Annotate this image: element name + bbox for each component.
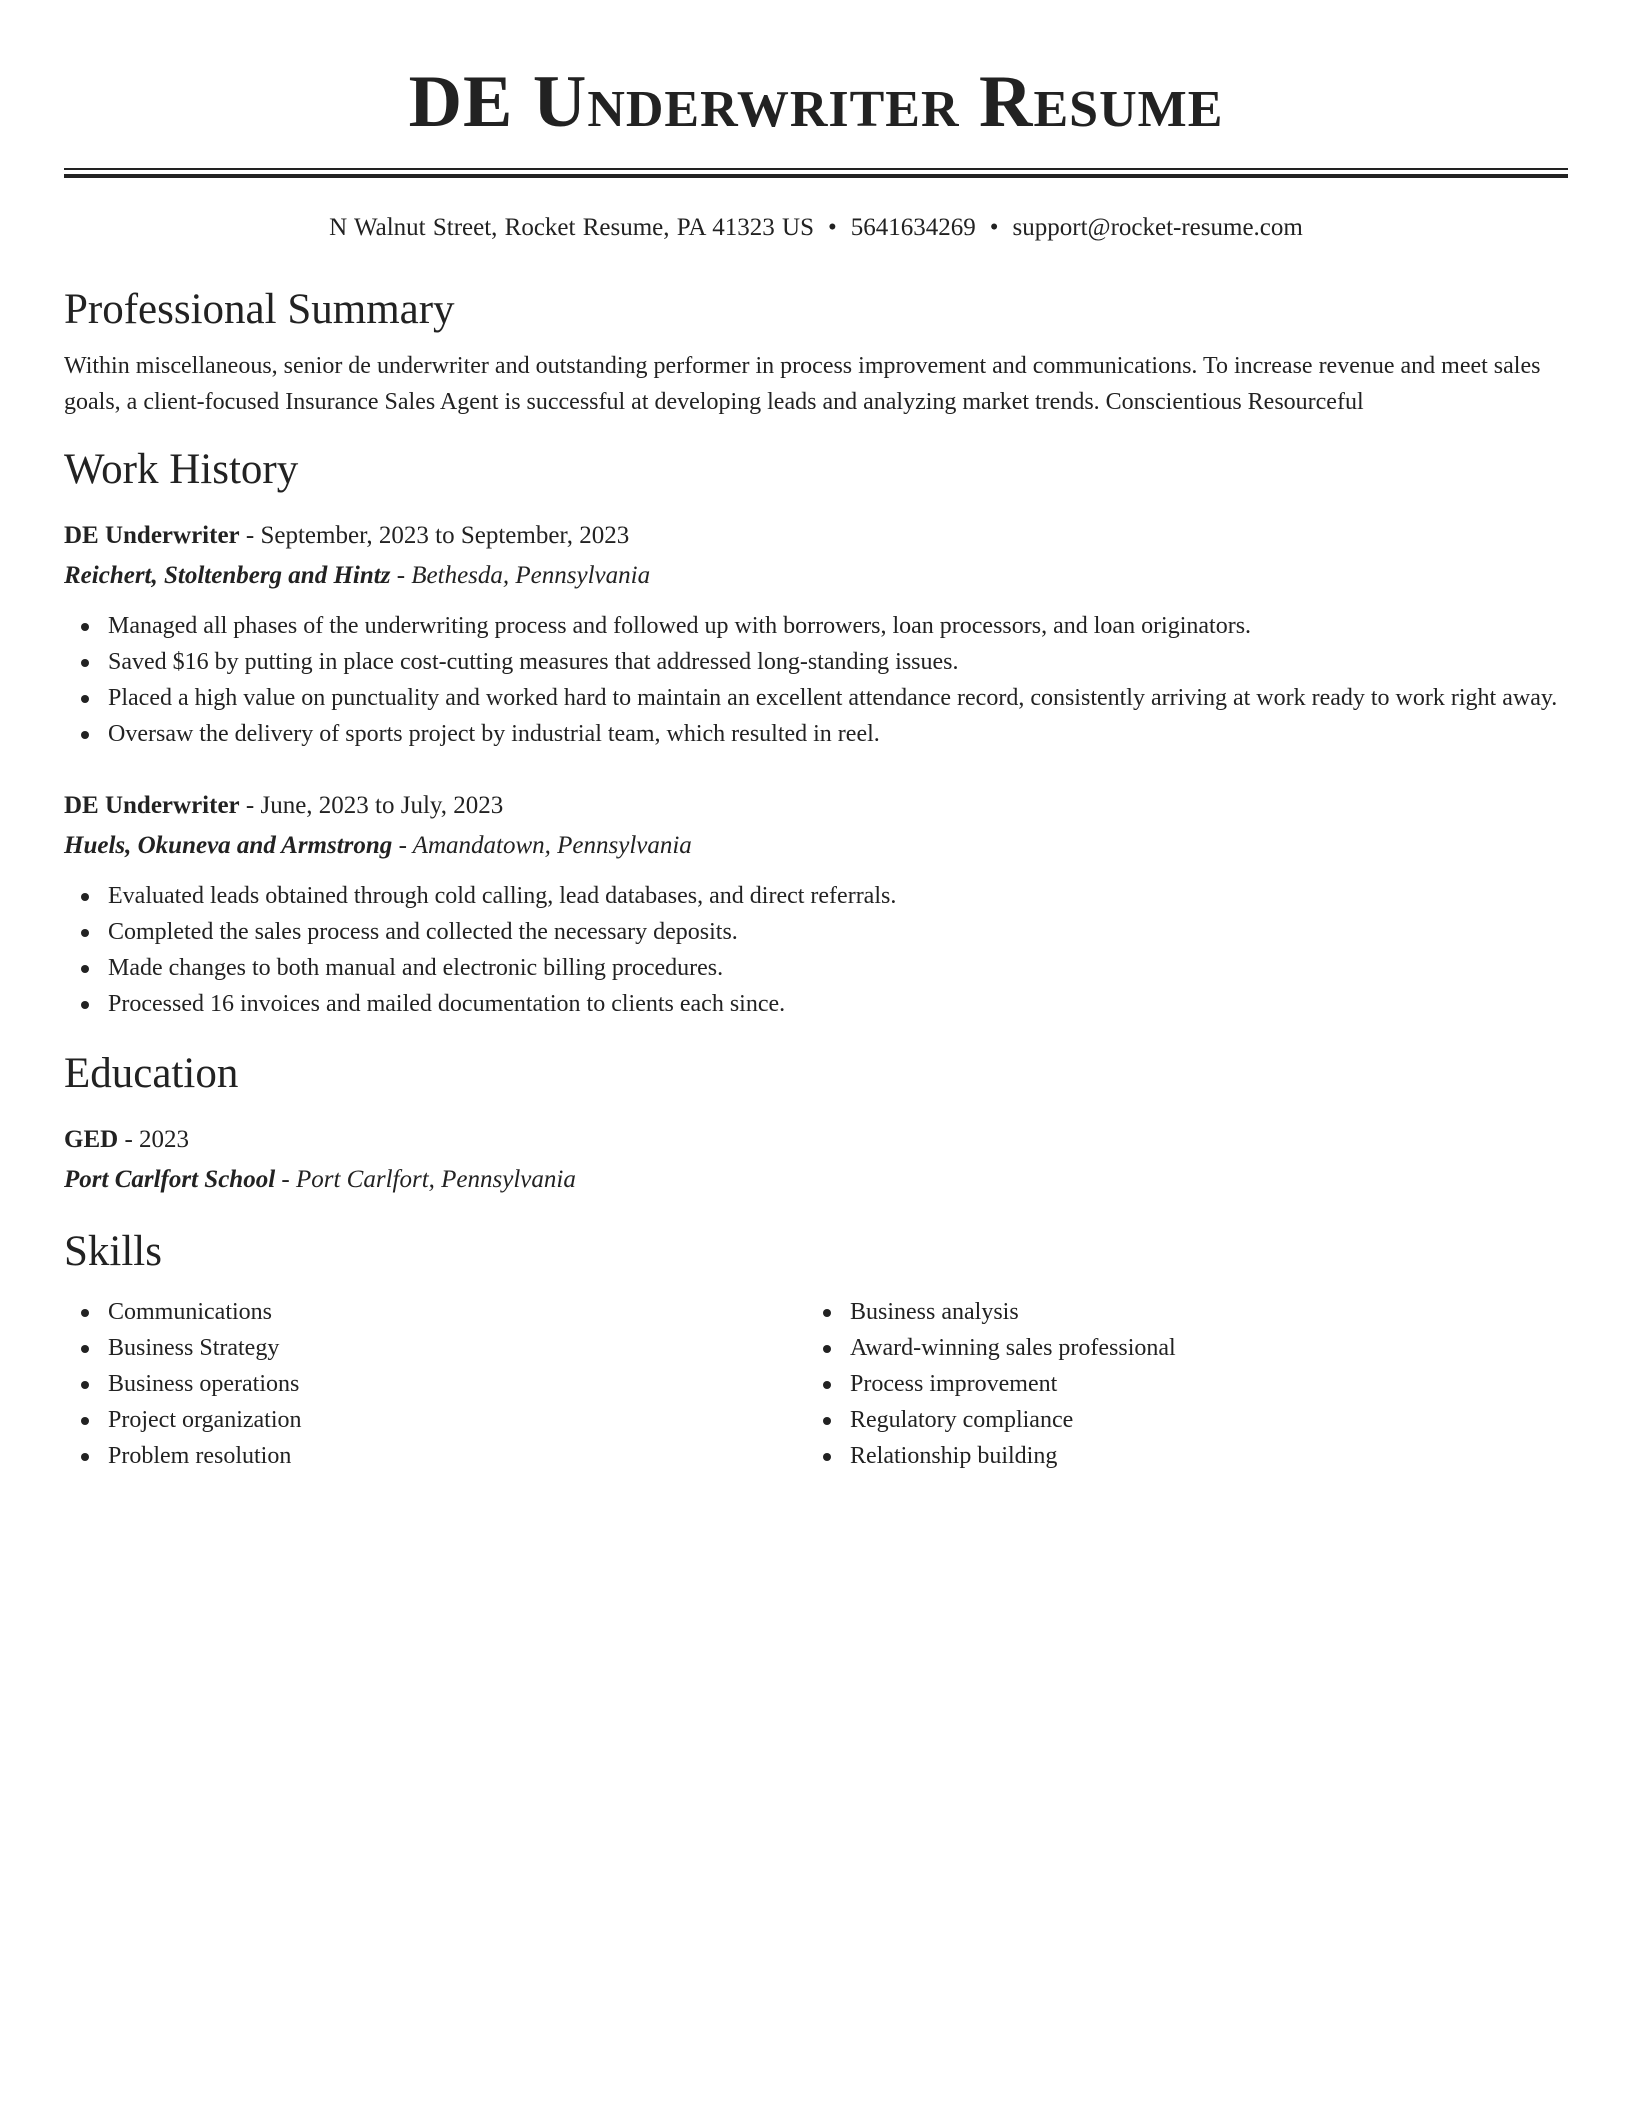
education-degree-line bbox=[64, 1120, 1568, 1160]
job-company-line bbox=[64, 556, 1568, 596]
job-bullet: Completed the sales process and collected the necessary deposits. bbox=[108, 914, 1568, 950]
job-title: DE Underwriter bbox=[64, 522, 240, 549]
skills-list-right bbox=[806, 1294, 1548, 1474]
job-title-line bbox=[64, 786, 1568, 826]
job-bullet-list bbox=[64, 608, 1568, 752]
skills-grid bbox=[64, 1294, 1568, 1474]
skills-section bbox=[64, 1226, 1568, 1474]
skill-item: Relationship building bbox=[850, 1438, 1548, 1474]
professional-summary-section bbox=[64, 284, 1568, 420]
skill-item: Problem resolution bbox=[108, 1438, 806, 1474]
job-bullet-list bbox=[64, 878, 1568, 1022]
job-bullet: Managed all phases of the underwriting process and followed up with borrowers, loan processors, and loan originators. bbox=[108, 608, 1568, 644]
contact-separator: • bbox=[828, 214, 837, 241]
job-title-line bbox=[64, 516, 1568, 556]
job-bullet: Made changes to both manual and electronic billing procedures. bbox=[108, 950, 1568, 986]
skills-list-left bbox=[64, 1294, 806, 1474]
contact-line bbox=[64, 212, 1568, 244]
contact-separator: • bbox=[989, 214, 999, 241]
summary-text: Within miscellaneous, senior de underwriter and outstanding performer in process improvement and communications. To increase revenue and meet sales goals, a client-focused Insurance Sales Agent is successful at developing leads and analyzing market trends. Conscientious Resourceful bbox=[64, 353, 1541, 415]
job-company: Huels, Okuneva and Armstrong bbox=[64, 832, 393, 859]
job-location: - Bethesda, Pennsylvania bbox=[390, 562, 651, 589]
education-year: - 2023 bbox=[118, 1126, 190, 1153]
job-bullet: Processed 16 invoices and mailed documentation to clients each since. bbox=[108, 986, 1568, 1022]
job-entry bbox=[64, 786, 1568, 1022]
section-heading-work: Work History bbox=[64, 446, 299, 493]
section-heading-skills: Skills bbox=[64, 1228, 162, 1275]
skill-item: Regulatory compliance bbox=[850, 1402, 1548, 1438]
contact-phone: 5641634269 bbox=[850, 214, 976, 241]
education-school-line bbox=[64, 1160, 1568, 1200]
skill-item: Communications bbox=[108, 1294, 806, 1330]
skill-item: Project organization bbox=[108, 1402, 806, 1438]
job-dates: - September, 2023 to September, 2023 bbox=[239, 522, 630, 549]
education-entry bbox=[64, 1120, 1568, 1200]
work-history-section bbox=[64, 444, 1568, 1022]
job-bullet: Evaluated leads obtained through cold calling, lead databases, and direct referrals. bbox=[108, 878, 1568, 914]
skill-item: Award-winning sales professional bbox=[850, 1330, 1548, 1366]
contact-address: N Walnut Street, Rocket Resume, PA 41323 US bbox=[329, 214, 815, 241]
skill-item: Business operations bbox=[108, 1366, 806, 1402]
job-bullet: Oversaw the delivery of sports project by industrial team, which resulted in reel. bbox=[108, 716, 1568, 752]
job-dates: - June, 2023 to July, 2023 bbox=[239, 792, 504, 819]
education-degree: GED bbox=[64, 1126, 119, 1153]
skills-column-left bbox=[64, 1294, 806, 1474]
section-heading-summary: Professional Summary bbox=[64, 286, 455, 333]
resume-title: DE Underwriter Resume bbox=[408, 61, 1224, 143]
job-company: Reichert, Stoltenberg and Hintz bbox=[64, 562, 391, 589]
section-heading-education: Education bbox=[64, 1050, 239, 1097]
education-school: Port Carlfort School bbox=[64, 1166, 276, 1193]
education-location: - Port Carlfort, Pennsylvania bbox=[275, 1166, 576, 1193]
job-company-line bbox=[64, 826, 1568, 866]
skill-item: Business Strategy bbox=[108, 1330, 806, 1366]
skills-column-right bbox=[806, 1294, 1548, 1474]
skill-item: Business analysis bbox=[850, 1294, 1548, 1330]
job-location: - Amandatown, Pennsylvania bbox=[392, 832, 692, 859]
job-bullet: Placed a high value on punctuality and worked hard to maintain an excellent attendance record, consistently arriving at work ready to work right away. bbox=[108, 680, 1568, 716]
job-title: DE Underwriter bbox=[64, 792, 240, 819]
title-double-rule bbox=[64, 168, 1568, 178]
education-section bbox=[64, 1048, 1568, 1200]
job-entry bbox=[64, 516, 1568, 752]
contact-email: support@rocket-resume.com bbox=[1012, 214, 1303, 241]
job-bullet: Saved $16 by putting in place cost-cutting measures that addressed long-standing issues. bbox=[108, 644, 1568, 680]
skill-item: Process improvement bbox=[850, 1366, 1548, 1402]
